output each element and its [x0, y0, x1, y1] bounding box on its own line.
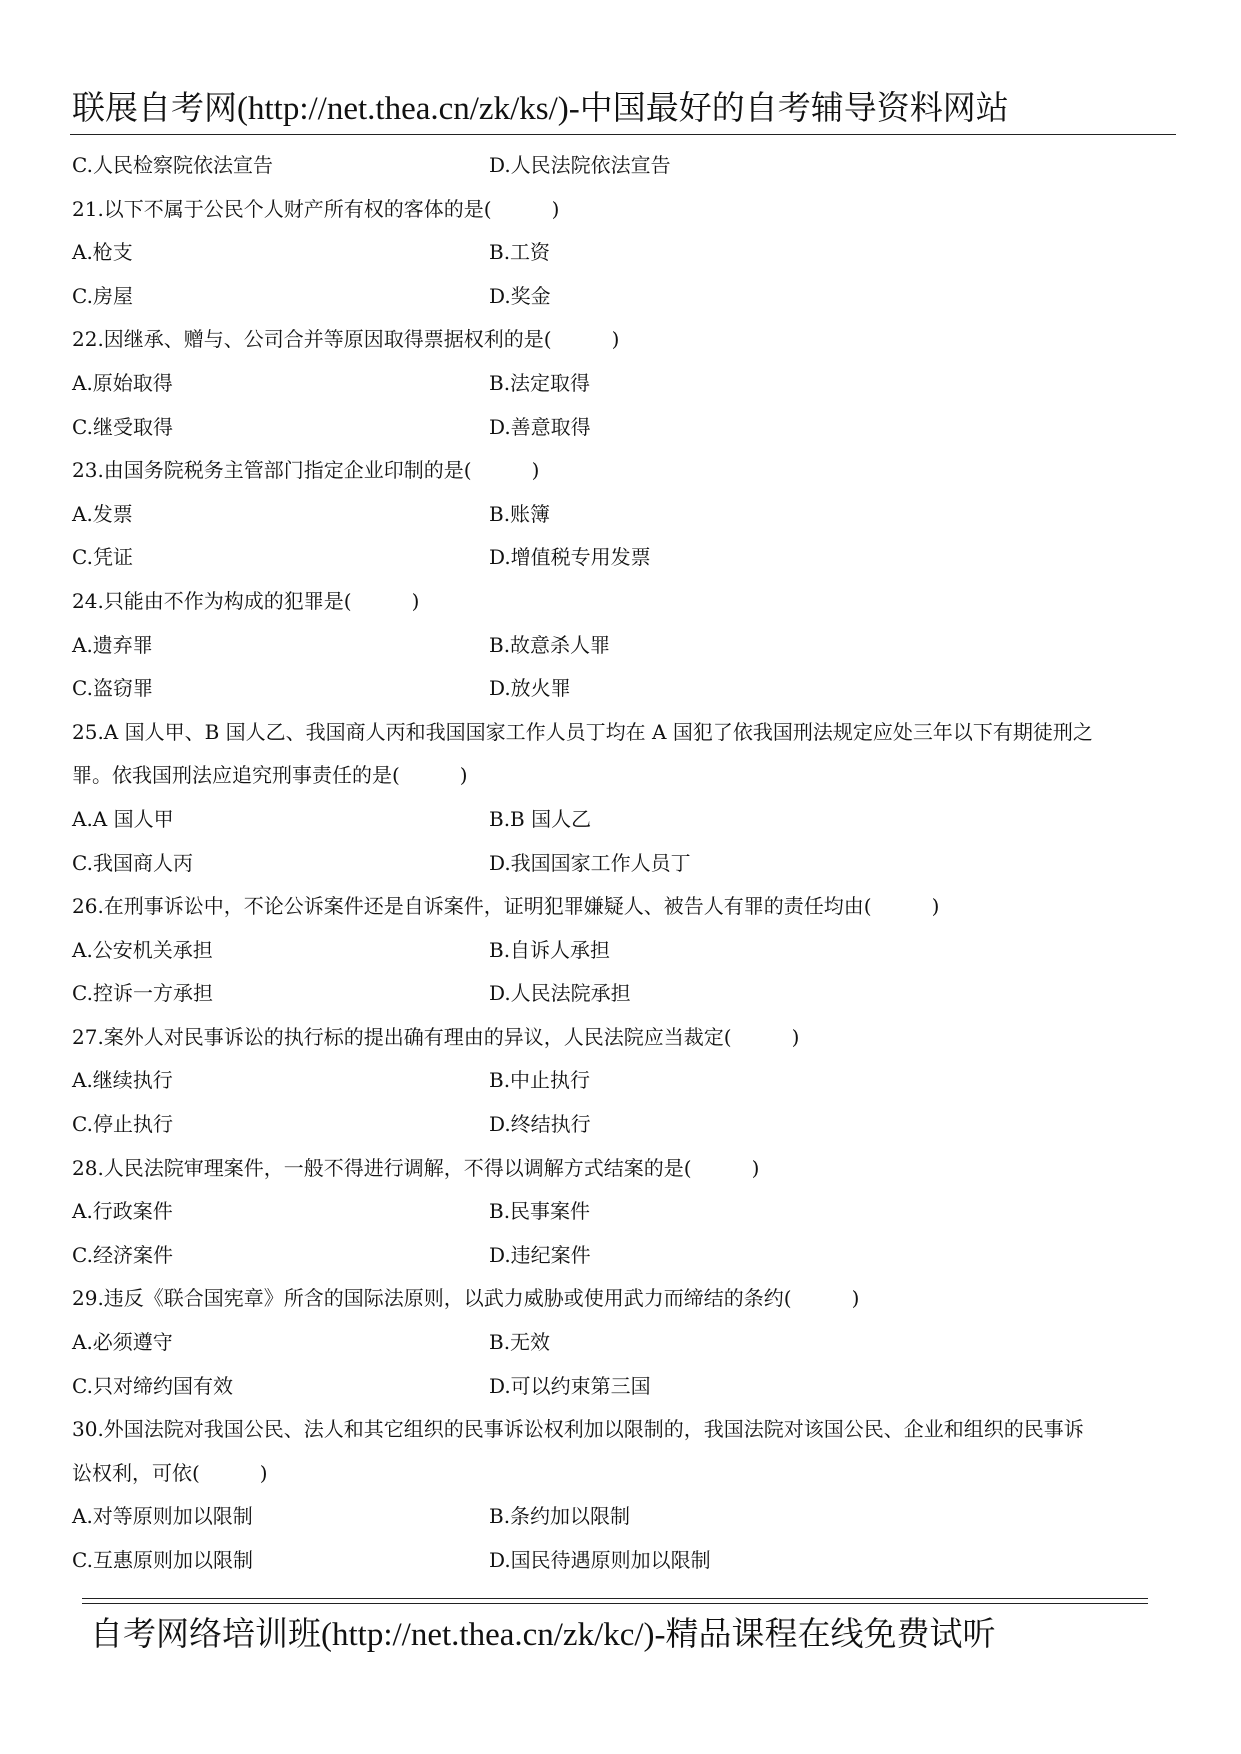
- option-item: C.只对缔约国有效: [72, 1373, 233, 1398]
- option-item: A.对等原则加以限制: [72, 1504, 253, 1529]
- option-item: A.必须遵守: [72, 1330, 173, 1355]
- options-row: [72, 1495, 1178, 1539]
- option-item: B.条约加以限制: [489, 1504, 631, 1529]
- option-item: A.发票: [72, 501, 133, 526]
- option-item: B.工资: [489, 240, 551, 265]
- option-item: C.继受取得: [72, 414, 173, 439]
- option-item: D.增值税专用发票: [489, 545, 651, 570]
- option-item: D.善意取得: [489, 414, 591, 439]
- question-text: 25.A 国人甲、B 国人乙、我国商人丙和我国国家工作人员丁均在 A 国犯了依我国刑法规定应处三年以下有期徒刑之: [72, 719, 1093, 744]
- option-item: A.公安机关承担: [72, 937, 213, 962]
- options-row: [72, 362, 1178, 406]
- options-row: [72, 536, 1178, 580]
- option-item: B.故意杀人罪: [489, 632, 611, 657]
- option-item: D.放火罪: [489, 676, 571, 701]
- options-row-continuation: [72, 144, 1178, 188]
- question-text: 讼权利，可依( ): [72, 1460, 268, 1485]
- option-item: A.A 国人甲: [72, 806, 174, 831]
- option-item: C.经济案件: [72, 1242, 173, 1267]
- option-item: C.停止执行: [72, 1112, 173, 1137]
- options-row: [72, 493, 1178, 537]
- question-text: 24.只能由不作为构成的犯罪是( ): [72, 588, 420, 613]
- options-row: [72, 624, 1178, 668]
- option-item: C.凭证: [72, 545, 133, 570]
- options-row: [72, 275, 1178, 319]
- option-item: B.中止执行: [489, 1068, 591, 1093]
- question-list: [72, 144, 1178, 1583]
- option-c: C.人民检察院依法宣告: [72, 153, 273, 177]
- option-item: A.枪支: [72, 240, 133, 265]
- option-item: C.互惠原则加以限制: [72, 1548, 253, 1572]
- page-footer: 自考网络培训班(http://net.thea.cn/zk/kc/)-精品课程在线免费试听: [90, 1617, 996, 1653]
- header-divider: [70, 134, 1176, 135]
- question-text: 罪。依我国刑法应追究刑事责任的是( ): [72, 763, 468, 788]
- option-item: D.奖金: [489, 283, 551, 308]
- option-item: B.民事案件: [489, 1199, 591, 1224]
- option-item: D.违纪案件: [489, 1242, 591, 1267]
- options-row: [72, 798, 1178, 842]
- page-header: 联展自考网(http://net.thea.cn/zk/ks/)-中国最好的自考辅导资料网站: [72, 91, 1009, 127]
- options-row: [72, 406, 1178, 450]
- options-row: [72, 929, 1178, 973]
- option-item: A.行政案件: [72, 1199, 173, 1224]
- option-item: A.遗弃罪: [72, 632, 153, 657]
- option-item: B.无效: [489, 1330, 551, 1355]
- options-row: [72, 1234, 1178, 1278]
- option-item: B.账簿: [489, 501, 551, 526]
- options-row: [72, 1365, 1178, 1409]
- options-row: [72, 972, 1178, 1016]
- question-text: 26.在刑事诉讼中，不论公诉案件还是自诉案件，证明犯罪嫌疑人、被告人有罪的责任均由( ): [72, 894, 940, 919]
- option-item: C.控诉一方承担: [72, 981, 213, 1006]
- options-row: [72, 1103, 1178, 1147]
- options-row: [72, 1190, 1178, 1234]
- options-row: [72, 1059, 1178, 1103]
- footer-divider: [82, 1598, 1148, 1604]
- question-text: 22.因继承、赠与、公司合并等原因取得票据权利的是( ): [72, 327, 620, 352]
- question-text: 28.人民法院审理案件，一般不得进行调解，不得以调解方式结案的是( ): [72, 1155, 760, 1180]
- option-item: D.终结执行: [489, 1112, 591, 1137]
- option-item: C.我国商人丙: [72, 850, 193, 875]
- option-item: D.可以约束第三国: [489, 1373, 651, 1398]
- options-row: [72, 842, 1178, 886]
- option-d: D.人民法院依法宣告: [489, 153, 671, 177]
- option-item: B.B 国人乙: [489, 806, 592, 831]
- option-item: B.法定取得: [489, 370, 591, 395]
- options-row: [72, 1539, 1178, 1583]
- question-text: 29.违反《联合国宪章》所含的国际法原则，以武力威胁或使用武力而缔结的条约( ): [72, 1286, 860, 1311]
- option-item: C.盗窃罪: [72, 676, 153, 701]
- options-row: [72, 667, 1178, 711]
- options-row: [72, 231, 1178, 275]
- option-item: D.人民法院承担: [489, 981, 631, 1006]
- option-item: D.国民待遇原则加以限制: [489, 1548, 711, 1572]
- question-text: 27.案外人对民事诉讼的执行标的提出确有理由的异议，人民法院应当裁定( ): [72, 1024, 800, 1049]
- question-text: 23.由国务院税务主管部门指定企业印制的是( ): [72, 458, 540, 483]
- options-row: [72, 1321, 1178, 1365]
- option-item: A.原始取得: [72, 370, 173, 395]
- question-text: 30.外国法院对我国公民、法人和其它组织的民事诉讼权利加以限制的，我国法院对该国公民、企业和组织的民事诉: [72, 1417, 1084, 1442]
- option-item: B.自诉人承担: [489, 937, 611, 962]
- question-text: 21.以下不属于公民个人财产所有权的客体的是( ): [72, 196, 560, 221]
- option-item: A.继续执行: [72, 1068, 173, 1093]
- option-item: D.我国国家工作人员丁: [489, 850, 691, 875]
- option-item: C.房屋: [72, 283, 133, 308]
